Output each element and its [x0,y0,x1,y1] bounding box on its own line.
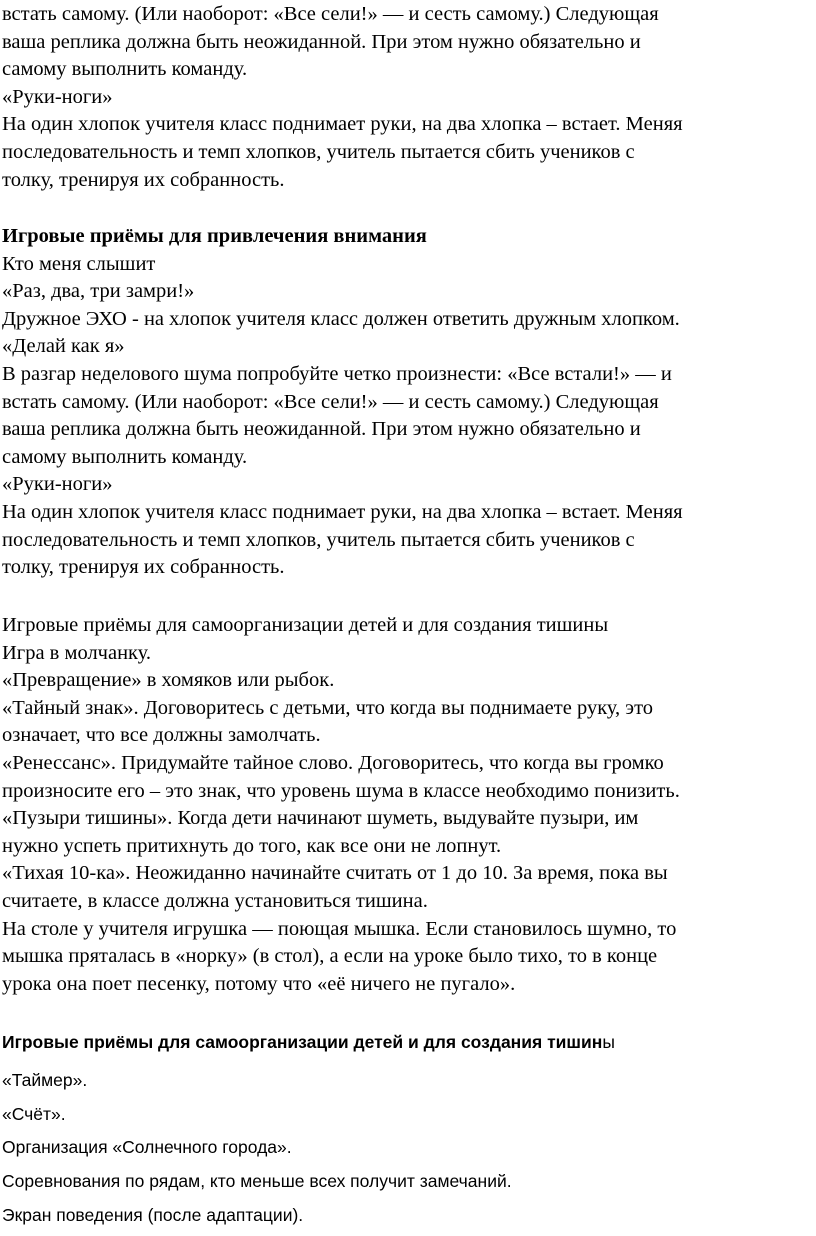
text-line: произносите его – это знак, что уровень шума в классе необходимо понизить. [2,779,680,802]
text-line: встать самому. (Или наоборот: «Все сели!» — и сесть самому.) Следующая [2,390,659,413]
text-line: «Тихая 10-ка». Неожиданно начинайте считать от 1 до 10. За время, пока вы [2,862,668,885]
list-item: Соревнования по рядам, кто меньше всех получит замечаний. [2,1171,512,1191]
text-line: «Руки-ноги» [2,473,113,496]
text-line: На один хлопок учителя класс поднимает руки, на два хлопка – встает. Меняя [2,113,683,136]
text-line: «Пузыри тишины». Когда дети начинают шуметь, выдувайте пузыри, им [2,807,639,830]
text-line: означает, что все должны замолчать. [2,724,321,747]
list-item: «Счёт». [2,1104,66,1124]
text-line: Игра в молчанку. [2,641,152,664]
text-line: встать самому. (Или наоборот: «Все сели!» — и сесть самому.) Следующая [2,3,659,25]
text-line: «Тайный знак». Договоритесь с детьми, что когда вы поднимаете руку, это [2,696,654,719]
list-item: Организация «Солнечного города». [2,1137,292,1157]
list-item: «Таймер». [2,1070,88,1090]
text-line: На столе у учителя игрушка — поющая мышка. Если становилось шумно, то [2,917,677,940]
text-line: «Раз, два, три замри!» [2,280,195,303]
section-heading: Игровые приёмы для самоорганизации детей и для создания тишины [2,614,609,636]
text-line: последовательность и темп хлопков, учитель пытается сбить учеников с [2,140,635,163]
list-item: Экран поведения (после адаптации). [2,1205,304,1225]
section-heading: Игровые приёмы для привлечения внимания [2,225,427,247]
text-line: последовательность и темп хлопков, учитель пытается сбить учеников с [2,528,635,551]
heading-bold-part: Игровые приёмы для самоорганизации детей и для создания тишин [2,1032,603,1052]
text-line: «Делай как я» [2,335,125,358]
text-line: Кто меня слышит [2,252,156,275]
text-line: На один хлопок учителя класс поднимает руки, на два хлопка – встает. Меняя [2,500,683,523]
text-line: «Превращение» в хомяков или рыбок. [2,669,335,692]
section-continuation [2,1,683,194]
text-line: ваша реплика должна быть неожиданной. При этом нужно обязательно и [2,30,641,53]
text-line: толку, тренируя их собранность. [2,556,285,579]
text-line: ваша реплика должна быть неожиданной. При этом нужно обязательно и [2,418,641,441]
game-title: «Руки-ноги» [2,85,113,108]
text-line: «Ренессанс». Придумайте тайное слово. Договоритесь, что когда вы громко [2,751,664,774]
section-attention [2,223,683,582]
text-line: мышка пряталась в «норку» (в стол), а если на уроке было тихо, то в конце [2,945,658,968]
text-line: нужно успеть притихнуть до того, как все они не лопнут. [2,834,502,857]
section-heading [2,1032,615,1053]
text-line: самому выполнить команду. [2,58,248,81]
text-line: считаете, в классе должна установиться тишина. [2,889,428,912]
section-silence [2,612,680,998]
text-line: урока она поет песенку, потому что «её ничего не пугало». [2,972,516,995]
text-line: Дружное ЭХО - на хлопок учителя класс должен ответить дружным хлопком. [2,307,680,330]
heading-tail-part: ы [602,1032,615,1052]
text-line: самому выполнить команду. [2,445,248,468]
text-line: толку, тренируя их собранность. [2,168,285,191]
text-line: В разгар неделового шума попробуйте четко произнести: «Все встали!» — и [2,362,672,385]
